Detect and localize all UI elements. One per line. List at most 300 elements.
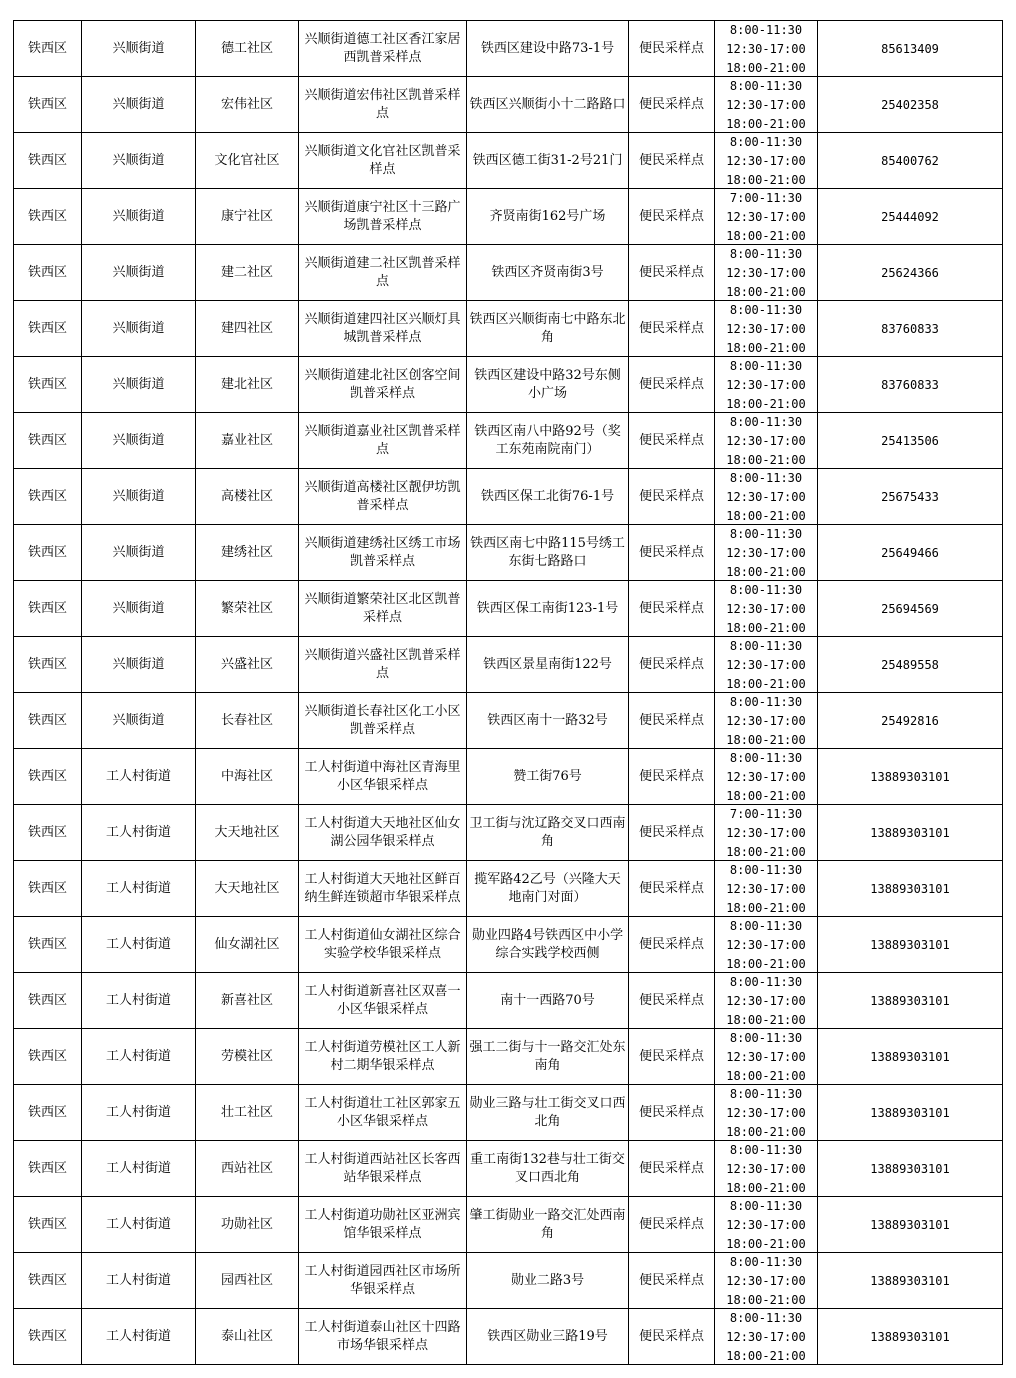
hours-slot: 18:00-21:00	[726, 117, 806, 131]
site-name-cell-text: 工人村街道西站社区长客西站华银采样点	[304, 1151, 461, 1185]
hours-slot: 12:30-17:00	[726, 210, 806, 224]
hours-slot: 18:00-21:00	[726, 341, 806, 355]
site-type-cell	[629, 1141, 715, 1197]
site-type-cell	[629, 301, 715, 357]
hours-slot: 18:00-21:00	[726, 901, 806, 915]
street-cell	[82, 413, 196, 469]
phone-cell: 13889303101	[818, 1085, 1003, 1141]
address-cell-text: 铁西区保工北街76-1号	[480, 488, 615, 504]
address-cell-text: 勋业二路3号	[510, 1272, 585, 1288]
site-name-cell	[299, 973, 467, 1029]
hours-slot: 7:00-11:30	[729, 807, 803, 821]
hours-slot: 8:00-11:30	[729, 23, 803, 37]
hours-slot: 12:30-17:00	[726, 322, 806, 336]
address-cell-text: 赞工街76号	[513, 768, 582, 784]
hours-cell	[715, 189, 818, 245]
hours-cell	[715, 469, 818, 525]
hours-slot: 8:00-11:30	[729, 135, 803, 149]
site-name-cell-text: 兴顺街道宏伟社区凯普采样点	[304, 87, 461, 121]
address-cell	[467, 1085, 629, 1141]
hours-slot: 8:00-11:30	[729, 79, 803, 93]
community-cell-text: 仙女湖社区	[214, 936, 280, 952]
community-cell-text: 中海社区	[220, 768, 273, 784]
district-cell	[14, 77, 82, 133]
community-cell	[196, 917, 299, 973]
street-cell	[82, 189, 196, 245]
hours-list	[717, 805, 815, 860]
address-cell	[467, 805, 629, 861]
table-row	[14, 917, 1003, 973]
site-name-cell-text: 工人村街道园西社区市场所华银采样点	[304, 1263, 461, 1297]
hours-slot: 8:00-11:30	[729, 639, 803, 653]
site-type-cell-text: 便民采样点	[638, 1216, 704, 1232]
street-cell	[82, 581, 196, 637]
site-type-cell-text: 便民采样点	[638, 936, 704, 952]
district-cell-text: 铁西区	[27, 320, 67, 336]
site-type-cell-text: 便民采样点	[638, 376, 704, 392]
district-cell	[14, 21, 82, 77]
district-cell-text: 铁西区	[27, 600, 67, 616]
site-name-cell	[299, 133, 467, 189]
site-type-cell-text: 便民采样点	[638, 656, 704, 672]
community-cell	[196, 581, 299, 637]
site-type-cell	[629, 1197, 715, 1253]
community-cell-text: 劳模社区	[220, 1048, 273, 1064]
hours-slot: 12:30-17:00	[726, 714, 806, 728]
hours-slot: 12:30-17:00	[726, 154, 806, 168]
hours-cell	[715, 637, 818, 693]
district-cell	[14, 1253, 82, 1309]
hours-cell	[715, 861, 818, 917]
street-cell-text: 兴顺街道	[112, 712, 165, 728]
community-cell	[196, 357, 299, 413]
site-type-cell-text: 便民采样点	[638, 1048, 704, 1064]
hours-slot: 18:00-21:00	[726, 229, 806, 243]
address-cell	[467, 357, 629, 413]
hours-list	[717, 637, 815, 692]
table-row	[14, 245, 1003, 301]
district-cell-text: 铁西区	[27, 376, 67, 392]
table-row	[14, 581, 1003, 637]
site-type-cell	[629, 1085, 715, 1141]
hours-slot: 12:30-17:00	[726, 994, 806, 1008]
district-cell-text: 铁西区	[27, 488, 67, 504]
district-cell-text: 铁西区	[27, 1328, 67, 1344]
phone-cell: 25492816	[818, 693, 1003, 749]
site-name-cell	[299, 21, 467, 77]
district-cell	[14, 637, 82, 693]
street-cell-text: 兴顺街道	[112, 152, 165, 168]
hours-slot: 18:00-21:00	[726, 173, 806, 187]
street-cell	[82, 973, 196, 1029]
hours-cell	[715, 917, 818, 973]
district-cell	[14, 469, 82, 525]
district-cell-text: 铁西区	[27, 712, 67, 728]
phone-cell: 83760833	[818, 301, 1003, 357]
hours-slot: 8:00-11:30	[729, 1031, 803, 1045]
street-cell	[82, 525, 196, 581]
phone-cell: 13889303101	[818, 861, 1003, 917]
address-cell	[467, 749, 629, 805]
street-cell-text: 兴顺街道	[112, 320, 165, 336]
site-type-cell-text: 便民采样点	[638, 768, 704, 784]
table-row	[14, 749, 1003, 805]
hours-cell	[715, 77, 818, 133]
site-name-cell	[299, 1253, 467, 1309]
district-cell	[14, 749, 82, 805]
address-cell-text: 铁西区景星南街122号	[483, 656, 612, 672]
district-cell	[14, 301, 82, 357]
table-row	[14, 1029, 1003, 1085]
table-row	[14, 21, 1003, 77]
site-name-cell-text: 工人村街道大天地社区仙女湖公园华银采样点	[304, 815, 461, 849]
community-cell	[196, 1197, 299, 1253]
community-cell	[196, 749, 299, 805]
hours-list	[717, 917, 815, 972]
phone-cell: 83760833	[818, 357, 1003, 413]
site-type-cell-text: 便民采样点	[638, 600, 704, 616]
phone-cell: 25624366	[818, 245, 1003, 301]
site-type-cell	[629, 805, 715, 861]
hours-cell	[715, 413, 818, 469]
site-name-cell-text: 兴顺街道德工社区香江家居西凯普采样点	[304, 31, 461, 65]
district-cell-text: 铁西区	[27, 1104, 67, 1120]
site-name-cell-text: 兴顺街道繁荣社区北区凯普采样点	[304, 591, 461, 625]
address-cell-text: 铁西区南七中路115号绣工东街七路路口	[470, 535, 625, 569]
community-cell	[196, 973, 299, 1029]
phone-cell: 13889303101	[818, 1029, 1003, 1085]
table-row	[14, 469, 1003, 525]
street-cell	[82, 469, 196, 525]
site-type-cell-text: 便民采样点	[638, 264, 704, 280]
hours-slot: 12:30-17:00	[726, 98, 806, 112]
hours-slot: 8:00-11:30	[729, 695, 803, 709]
community-cell	[196, 413, 299, 469]
address-cell	[467, 525, 629, 581]
hours-slot: 18:00-21:00	[726, 61, 806, 75]
address-cell	[467, 189, 629, 245]
hours-list	[717, 1085, 815, 1140]
district-cell	[14, 189, 82, 245]
phone-cell: 13889303101	[818, 749, 1003, 805]
hours-slot: 12:30-17:00	[726, 938, 806, 952]
site-type-cell	[629, 1253, 715, 1309]
community-cell	[196, 1141, 299, 1197]
address-cell-text: 勋业四路4号铁西区中小学综合实践学校西侧	[471, 927, 624, 961]
hours-list	[717, 581, 815, 636]
site-type-cell-text: 便民采样点	[638, 432, 704, 448]
hours-slot: 18:00-21:00	[726, 509, 806, 523]
community-cell-text: 长春社区	[220, 712, 273, 728]
hours-cell	[715, 805, 818, 861]
street-cell	[82, 805, 196, 861]
site-name-cell-text: 兴顺街道兴盛社区凯普采样点	[304, 647, 461, 681]
street-cell-text: 兴顺街道	[112, 264, 165, 280]
community-cell	[196, 301, 299, 357]
hours-cell	[715, 1141, 818, 1197]
hours-slot: 18:00-21:00	[726, 621, 806, 635]
street-cell-text: 工人村街道	[105, 1272, 171, 1288]
street-cell	[82, 1309, 196, 1365]
hours-list	[717, 245, 815, 300]
site-name-cell-text: 工人村街道新喜社区双喜一小区华银采样点	[304, 983, 461, 1017]
street-cell	[82, 861, 196, 917]
site-name-cell-text: 兴顺街道嘉业社区凯普采样点	[304, 423, 461, 457]
table-row	[14, 133, 1003, 189]
community-cell	[196, 245, 299, 301]
hours-slot: 18:00-21:00	[726, 677, 806, 691]
phone-cell: 25402358	[818, 77, 1003, 133]
street-cell-text: 工人村街道	[105, 992, 171, 1008]
street-cell-text: 兴顺街道	[112, 656, 165, 672]
street-cell-text: 工人村街道	[105, 880, 171, 896]
hours-slot: 12:30-17:00	[726, 770, 806, 784]
street-cell	[82, 1197, 196, 1253]
phone-cell: 13889303101	[818, 1253, 1003, 1309]
hours-slot: 12:30-17:00	[726, 266, 806, 280]
phone-cell: 25489558	[818, 637, 1003, 693]
street-cell-text: 兴顺街道	[112, 96, 165, 112]
hours-slot: 12:30-17:00	[726, 378, 806, 392]
address-cell-text: 铁西区齐贤南街3号	[491, 264, 604, 280]
street-cell-text: 工人村街道	[105, 1104, 171, 1120]
site-type-cell	[629, 693, 715, 749]
hours-cell	[715, 301, 818, 357]
address-cell-text: 重工南街132巷与壮工街交叉口西北角	[470, 1151, 625, 1185]
district-cell	[14, 413, 82, 469]
hours-slot: 8:00-11:30	[729, 1143, 803, 1157]
site-name-cell	[299, 413, 467, 469]
community-cell-text: 大天地社区	[214, 824, 280, 840]
community-cell-text: 西站社区	[220, 1160, 273, 1176]
hours-slot: 8:00-11:30	[729, 527, 803, 541]
hours-list	[717, 693, 815, 748]
hours-slot: 8:00-11:30	[729, 247, 803, 261]
address-cell-text: 铁西区南十一路32号	[487, 712, 608, 728]
community-cell	[196, 693, 299, 749]
street-cell-text: 工人村街道	[105, 768, 171, 784]
site-type-cell-text: 便民采样点	[638, 96, 704, 112]
street-cell	[82, 917, 196, 973]
site-type-cell	[629, 749, 715, 805]
address-cell-text: 勋业三路与壮工街交叉口西北角	[469, 1095, 626, 1129]
hours-slot: 18:00-21:00	[726, 1125, 806, 1139]
hours-cell	[715, 1085, 818, 1141]
address-cell-text: 强工二街与十一路交汇处东南角	[469, 1039, 626, 1073]
community-cell-text: 嘉业社区	[220, 432, 273, 448]
site-type-cell-text: 便民采样点	[638, 40, 704, 56]
site-name-cell-text: 工人村街道壮工社区郭家五小区华银采样点	[304, 1095, 461, 1129]
site-name-cell	[299, 245, 467, 301]
street-cell-text: 兴顺街道	[112, 432, 165, 448]
site-name-cell-text: 工人村街道泰山社区十四路市场华银采样点	[304, 1319, 461, 1353]
street-cell-text: 兴顺街道	[112, 40, 165, 56]
district-cell-text: 铁西区	[27, 1160, 67, 1176]
hours-slot: 8:00-11:30	[729, 1311, 803, 1325]
site-name-cell	[299, 1085, 467, 1141]
site-type-cell	[629, 357, 715, 413]
community-cell-text: 文化官社区	[214, 152, 280, 168]
phone-cell: 25675433	[818, 469, 1003, 525]
site-type-cell-text: 便民采样点	[638, 488, 704, 504]
street-cell-text: 兴顺街道	[112, 208, 165, 224]
hours-slot: 7:00-11:30	[729, 191, 803, 205]
hours-list	[717, 189, 815, 244]
district-cell-text: 铁西区	[27, 1272, 67, 1288]
phone-cell: 85613409	[818, 21, 1003, 77]
site-type-cell-text: 便民采样点	[638, 1272, 704, 1288]
site-name-cell-text: 工人村街道中海社区青海里小区华银采样点	[304, 759, 461, 793]
street-cell	[82, 1253, 196, 1309]
hours-slot: 12:30-17:00	[726, 1050, 806, 1064]
site-name-cell	[299, 189, 467, 245]
sampling-sites-sheet	[13, 20, 1003, 1365]
hours-slot: 18:00-21:00	[726, 789, 806, 803]
hours-slot: 12:30-17:00	[726, 546, 806, 560]
district-cell-text: 铁西区	[27, 40, 67, 56]
hours-slot: 12:30-17:00	[726, 882, 806, 896]
site-name-cell	[299, 805, 467, 861]
hours-slot: 18:00-21:00	[726, 1349, 806, 1363]
table-row	[14, 413, 1003, 469]
hours-slot: 18:00-21:00	[726, 453, 806, 467]
street-cell-text: 工人村街道	[105, 1160, 171, 1176]
community-cell	[196, 861, 299, 917]
street-cell	[82, 637, 196, 693]
street-cell-text: 兴顺街道	[112, 544, 165, 560]
hours-slot: 12:30-17:00	[726, 826, 806, 840]
hours-list	[717, 1029, 815, 1084]
site-type-cell	[629, 637, 715, 693]
site-type-cell	[629, 21, 715, 77]
hours-slot: 8:00-11:30	[729, 583, 803, 597]
hours-slot: 18:00-21:00	[726, 1069, 806, 1083]
site-type-cell	[629, 1309, 715, 1365]
address-cell	[467, 301, 629, 357]
site-name-cell	[299, 637, 467, 693]
hours-slot: 18:00-21:00	[726, 565, 806, 579]
address-cell	[467, 973, 629, 1029]
community-cell-text: 德工社区	[220, 40, 273, 56]
hours-cell	[715, 245, 818, 301]
address-cell	[467, 637, 629, 693]
site-name-cell-text: 兴顺街道建绣社区绣工市场凯普采样点	[304, 535, 461, 569]
hours-cell	[715, 693, 818, 749]
site-name-cell	[299, 693, 467, 749]
phone-cell: 25444092	[818, 189, 1003, 245]
site-name-cell	[299, 77, 467, 133]
hours-slot: 12:30-17:00	[726, 42, 806, 56]
district-cell	[14, 1141, 82, 1197]
table-row	[14, 1197, 1003, 1253]
community-cell-text: 宏伟社区	[220, 96, 273, 112]
community-cell	[196, 1029, 299, 1085]
hours-list	[717, 133, 815, 188]
address-cell	[467, 21, 629, 77]
site-type-cell	[629, 413, 715, 469]
address-cell	[467, 469, 629, 525]
phone-cell: 25413506	[818, 413, 1003, 469]
hours-cell	[715, 1197, 818, 1253]
site-name-cell-text: 工人村街道仙女湖社区综合实验学校华银采样点	[304, 927, 461, 961]
district-cell	[14, 973, 82, 1029]
hours-list	[717, 21, 815, 76]
hours-slot: 8:00-11:30	[729, 359, 803, 373]
site-name-cell	[299, 917, 467, 973]
address-cell	[467, 133, 629, 189]
hours-list	[717, 861, 815, 916]
district-cell-text: 铁西区	[27, 264, 67, 280]
district-cell-text: 铁西区	[27, 768, 67, 784]
district-cell-text: 铁西区	[27, 880, 67, 896]
address-cell-text: 铁西区勋业三路19号	[487, 1328, 608, 1344]
hours-list	[717, 749, 815, 804]
site-name-cell	[299, 1141, 467, 1197]
site-type-cell	[629, 77, 715, 133]
community-cell-text: 功勋社区	[220, 1216, 273, 1232]
hours-slot: 8:00-11:30	[729, 1255, 803, 1269]
site-name-cell-text: 兴顺街道建北社区创客空间凯普采样点	[304, 367, 461, 401]
community-cell-text: 康宁社区	[220, 208, 273, 224]
hours-slot: 8:00-11:30	[729, 1199, 803, 1213]
table-row	[14, 1253, 1003, 1309]
hours-cell	[715, 357, 818, 413]
address-cell-text: 揽军路42乙号（兴隆大天地南门对面）	[474, 871, 621, 905]
address-cell	[467, 1309, 629, 1365]
site-type-cell-text: 便民采样点	[638, 992, 704, 1008]
hours-slot: 8:00-11:30	[729, 415, 803, 429]
address-cell	[467, 917, 629, 973]
street-cell-text: 兴顺街道	[112, 488, 165, 504]
site-type-cell-text: 便民采样点	[638, 1160, 704, 1176]
hours-slot: 18:00-21:00	[726, 1013, 806, 1027]
hours-cell	[715, 133, 818, 189]
district-cell	[14, 693, 82, 749]
site-name-cell-text: 兴顺街道长春社区化工小区凯普采样点	[304, 703, 461, 737]
street-cell	[82, 77, 196, 133]
hours-cell	[715, 1309, 818, 1365]
hours-list	[717, 413, 815, 468]
street-cell-text: 工人村街道	[105, 1328, 171, 1344]
hours-slot: 8:00-11:30	[729, 751, 803, 765]
district-cell	[14, 1029, 82, 1085]
address-cell	[467, 1197, 629, 1253]
community-cell-text: 壮工社区	[220, 1104, 273, 1120]
hours-list	[717, 973, 815, 1028]
phone-cell: 85400762	[818, 133, 1003, 189]
site-name-cell-text: 工人村街道大天地社区鲜百纳生鲜连锁超市华银采样点	[304, 871, 461, 905]
address-cell-text: 齐贤南街162号广场	[489, 208, 606, 224]
hours-cell	[715, 749, 818, 805]
community-cell-text: 园西社区	[220, 1272, 273, 1288]
site-name-cell	[299, 357, 467, 413]
community-cell	[196, 1253, 299, 1309]
address-cell	[467, 77, 629, 133]
address-cell-text: 铁西区保工南街123-1号	[476, 600, 619, 616]
site-type-cell	[629, 973, 715, 1029]
site-type-cell-text: 便民采样点	[638, 544, 704, 560]
hours-slot: 8:00-11:30	[729, 975, 803, 989]
hours-cell	[715, 581, 818, 637]
hours-slot: 12:30-17:00	[726, 1330, 806, 1344]
street-cell	[82, 301, 196, 357]
phone-cell: 13889303101	[818, 917, 1003, 973]
community-cell-text: 兴盛社区	[220, 656, 273, 672]
hours-slot: 12:30-17:00	[726, 490, 806, 504]
address-cell	[467, 1253, 629, 1309]
community-cell	[196, 469, 299, 525]
district-cell	[14, 245, 82, 301]
